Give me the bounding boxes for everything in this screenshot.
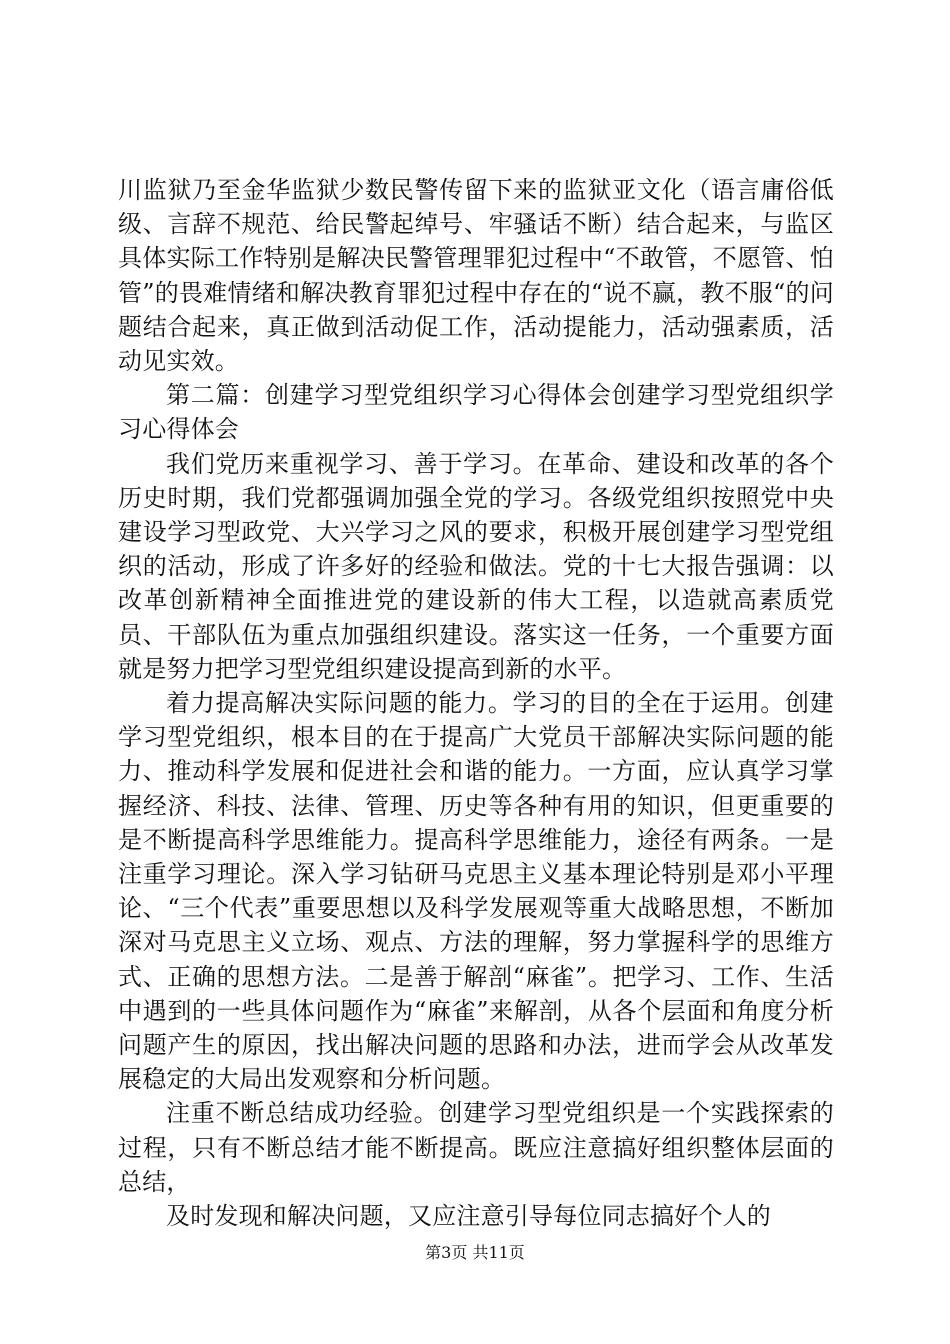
paragraph-continuation: 川监狱乃至金华监狱少数民警传留下来的监狱亚文化（语言庸俗低级、言辞不规范、给民警起绰号、牢骚话不断）结合起来，与监区具体实际工作特别是解决民警管理罪犯过程中“不敢管，不愿管、怕管”的畏难情绪和解决教育罪犯过程中存在的“说不赢，教不服“的问题结合起来，真正做到活动促工作，活动提能力，活动强素质，活动见实效。 <box>118 176 834 376</box>
paragraph: 及时发现和解决问题，又应注意引导每位同志搞好个人的 <box>166 1202 771 1231</box>
paragraph: 着力提高解决实际问题的能力。学习的目的全在于运用。创建学习型党组织，根本目的在于提高广大党员干部解决实际问题的能力、推动科学发展和促进社会和谐的能力。一方面，应认真学习掌握经济、科技、法律、管理、历史等各种有用的知识，但更重要的是不断提高科学思维能力。提高科学思维能力，途径有两条。一是注重学习理论。深入学习钻研马克思主义基本理论特别是邓小平理论、“三个代表”重要思想以及科学发展观等重大战略思想，不断加深对马克思主义立场、观点、方法的理解，努力掌握科学的思维方式、正确的思想方法。二是善于解剖“麻雀”。把学习、工作、生活中遇到的一些具体问题作为“麻雀”来解剖，从各个层面和角度分析问题产生的原因，找出解决问题的思路和办法，进而学会从改革发展稳定的大局出发观察和分析问题。 <box>118 689 834 1094</box>
document-body <box>118 173 834 1233</box>
section-heading: 第二篇：创建学习型党组织学习心得体会创建学习型党组织学习心得体会 <box>118 381 834 444</box>
paragraph: 我们党历来重视学习、善于学习。在革命、建设和改革的各个历史时期，我们党都强调加强全党的学习。各级党组织按照党中央建设学习型政党、大兴学习之风的要求，积极开展创建学习型党组织的活动，形成了许多好的经验和做法。党的十七大报告强调：以改革创新精神全面推进党的建设新的伟大工程，以造就高素质党员、干部队伍为重点加强组织建设。落实这一任务，一个重要方面就是努力把学习型党组织建设提高到新的水平。 <box>118 449 834 683</box>
page-number-footer: 第3页 共11页 <box>425 1243 525 1262</box>
paragraph: 注重不断总结成功经验。创建学习型党组织是一个实践探索的过程，只有不断总结才能不断提高。既应注意搞好组织整体层面的总结， <box>118 1099 834 1196</box>
